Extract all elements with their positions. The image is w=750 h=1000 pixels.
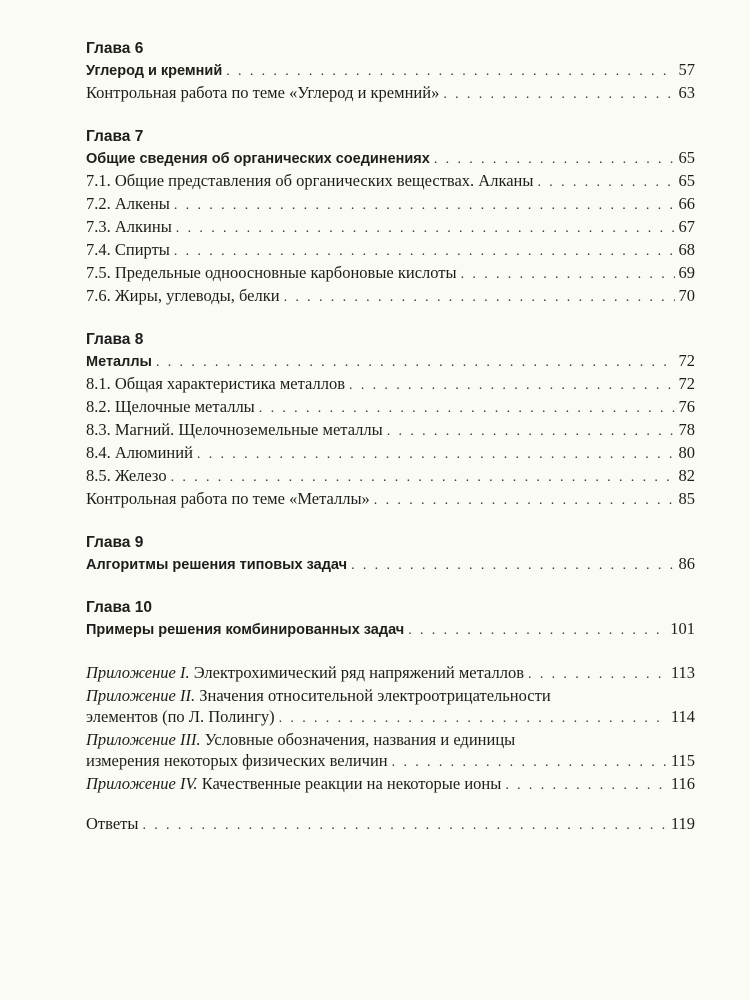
toc-entry-answers[interactable] xyxy=(86,813,695,836)
dot-leader xyxy=(387,421,675,442)
toc-entry[interactable] xyxy=(86,465,695,488)
appendix-text: Условные обозначения, названия и единицы xyxy=(204,730,516,749)
page-number: 67 xyxy=(678,217,695,236)
dot-leader xyxy=(349,375,674,396)
entry-title xyxy=(86,773,501,794)
toc-entry[interactable] xyxy=(86,216,695,239)
entry-title xyxy=(86,750,388,771)
chapter-block xyxy=(86,126,695,308)
appendix-text: измерения некоторых физических величин xyxy=(86,751,388,770)
toc-entry[interactable] xyxy=(86,262,695,285)
appendix-label: Приложение II. xyxy=(86,686,196,705)
dot-leader xyxy=(434,149,675,170)
page-number: 68 xyxy=(678,240,695,259)
page-number: 78 xyxy=(678,420,695,439)
entry-title: Углерод и кремний xyxy=(86,63,223,79)
dot-leader xyxy=(259,398,675,419)
dot-leader xyxy=(279,708,667,729)
appendix-text: Значения относительной электроотрицательности xyxy=(199,686,551,705)
chapters-list xyxy=(86,38,695,641)
entry-title: 7.6. Жиры, углеводы, белки xyxy=(86,286,280,305)
appendix-line xyxy=(86,729,695,750)
entry-title: Контрольная работа по теме «Металлы» xyxy=(86,489,370,508)
page-number: 82 xyxy=(678,466,695,485)
page-number: 65 xyxy=(678,171,695,190)
appendix-line xyxy=(86,773,695,796)
appendix-text: Качественные реакции на некоторые ионы xyxy=(201,774,502,793)
appendix-line xyxy=(86,750,695,773)
entry-title: 8.2. Щелочные металлы xyxy=(86,397,255,416)
appendix-label: Приложение I. xyxy=(86,663,190,682)
entry-title: 7.5. Предельные одноосновные карбоновые кислоты xyxy=(86,263,457,282)
chapter-heading: Глава 9 xyxy=(86,534,144,551)
page-number: 113 xyxy=(670,663,695,682)
dot-leader xyxy=(174,241,675,262)
toc-entry-appendix[interactable] xyxy=(86,773,695,796)
dot-leader xyxy=(537,172,674,193)
dot-leader xyxy=(174,195,675,216)
toc-entry[interactable] xyxy=(86,239,695,262)
entry-title: 8.5. Железо xyxy=(86,466,167,485)
page-number: 65 xyxy=(678,148,695,167)
toc-entry[interactable] xyxy=(86,373,695,396)
dot-leader xyxy=(443,84,674,105)
entry-title: Металлы xyxy=(86,354,152,370)
chapter-heading: Глава 8 xyxy=(86,331,144,348)
toc-entry[interactable] xyxy=(86,488,695,511)
entry-title xyxy=(86,686,551,705)
toc-entry[interactable] xyxy=(86,285,695,308)
page-number: 85 xyxy=(678,489,695,508)
appendix-line xyxy=(86,685,695,706)
toc-entry-appendix[interactable] xyxy=(86,662,695,685)
appendix-text: Электрохимический ряд напряжений металлов xyxy=(193,663,525,682)
page-number: 115 xyxy=(670,751,695,770)
dot-leader xyxy=(156,352,675,373)
chapter-block xyxy=(86,597,695,641)
entry-title: Общие сведения об органических соединениях xyxy=(86,151,430,167)
dot-leader xyxy=(408,620,666,641)
page-number: 119 xyxy=(670,814,695,833)
chapter-block xyxy=(86,532,695,576)
entry-title xyxy=(86,662,524,683)
entry-title: Примеры решения комбинированных задач xyxy=(86,622,405,638)
toc-entry[interactable] xyxy=(86,350,695,373)
entry-title: 8.4. Алюминий xyxy=(86,443,193,462)
page-number: 76 xyxy=(678,397,695,416)
toc-entry[interactable] xyxy=(86,442,695,465)
chapter-block xyxy=(86,38,695,105)
dot-leader xyxy=(461,264,675,285)
entry-title: 7.2. Алкены xyxy=(86,194,170,213)
toc-entry[interactable] xyxy=(86,419,695,442)
page-number: 114 xyxy=(670,707,695,726)
dot-leader xyxy=(142,815,666,836)
dot-leader xyxy=(226,61,674,82)
page-number: 69 xyxy=(678,263,695,282)
dot-leader xyxy=(176,218,675,239)
page-number: 101 xyxy=(670,619,695,638)
chapter-heading: Глава 6 xyxy=(86,40,144,57)
dot-leader xyxy=(351,555,674,576)
toc-entry[interactable] xyxy=(86,553,695,576)
toc-entry[interactable] xyxy=(86,193,695,216)
toc-entry[interactable] xyxy=(86,147,695,170)
dot-leader xyxy=(197,444,675,465)
page-number: 63 xyxy=(678,83,695,102)
appendices-list xyxy=(86,662,695,796)
appendix-line xyxy=(86,706,695,729)
appendix-line xyxy=(86,662,695,685)
dot-leader xyxy=(284,287,675,308)
toc-entry[interactable] xyxy=(86,618,695,641)
entry-title xyxy=(86,706,275,727)
page-number: 86 xyxy=(678,554,695,573)
entry-title: Алгоритмы решения типовых задач xyxy=(86,557,348,573)
dot-leader xyxy=(374,490,675,511)
appendix-text: элементов (по Л. Полингу) xyxy=(86,707,275,726)
entry-title: 7.3. Алкины xyxy=(86,217,172,236)
toc-entry[interactable] xyxy=(86,396,695,419)
entry-title: 7.4. Спирты xyxy=(86,240,170,259)
toc-entry[interactable] xyxy=(86,82,695,105)
entry-title: Контрольная работа по теме «Углерод и кремний» xyxy=(86,83,440,102)
dot-leader xyxy=(392,752,667,773)
page-number: 72 xyxy=(678,374,695,393)
page-number: 66 xyxy=(678,194,695,213)
entry-title xyxy=(86,730,515,749)
toc-entry-appendix[interactable] xyxy=(86,685,695,729)
page-number: 72 xyxy=(678,351,695,370)
toc-entry[interactable] xyxy=(86,59,695,82)
page-number: 70 xyxy=(678,286,695,305)
entry-title: Ответы xyxy=(86,814,139,833)
dot-leader xyxy=(505,775,667,796)
entry-title: 7.1. Общие представления об органических веществах. Алканы xyxy=(86,171,534,190)
toc-entry-appendix[interactable] xyxy=(86,729,695,773)
entry-title: 8.1. Общая характеристика металлов xyxy=(86,374,346,393)
page-number: 116 xyxy=(670,774,695,793)
chapter-heading: Глава 10 xyxy=(86,599,152,616)
entry-title: 8.3. Магний. Щелочноземельные металлы xyxy=(86,420,383,439)
appendix-label: Приложение IV. xyxy=(86,774,198,793)
appendix-label: Приложение III. xyxy=(86,730,201,749)
chapter-heading: Глава 7 xyxy=(86,128,144,145)
dot-leader xyxy=(528,664,667,685)
page-number: 57 xyxy=(678,60,695,79)
page-number: 80 xyxy=(678,443,695,462)
chapter-block xyxy=(86,329,695,511)
toc-entry[interactable] xyxy=(86,170,695,193)
dot-leader xyxy=(171,467,675,488)
